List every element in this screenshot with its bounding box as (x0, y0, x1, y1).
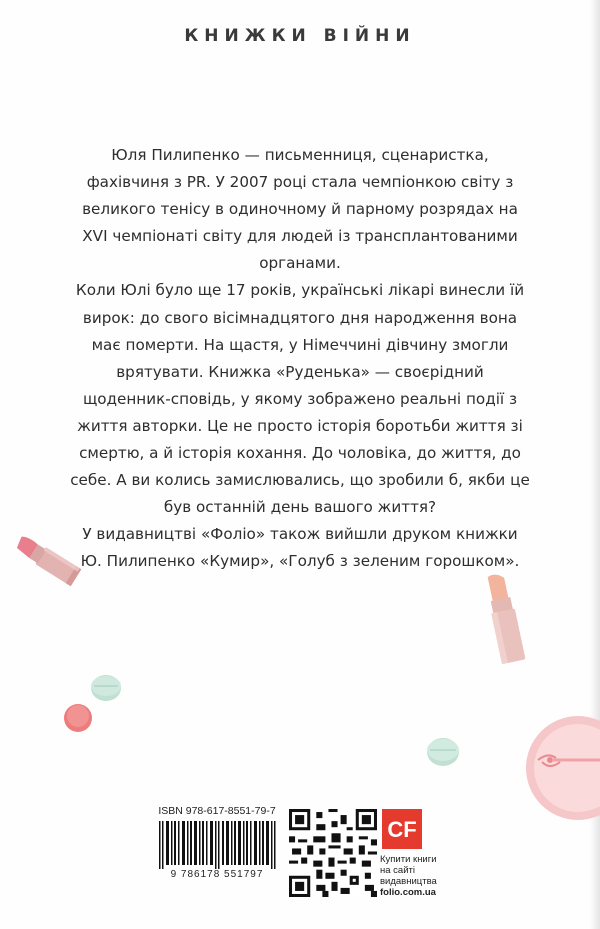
buy-line-1: Купити книги (380, 854, 437, 865)
series-title: КНИЖКИ ВІЙНИ (184, 26, 416, 46)
blurb-paragraph-story: Коли Юлі було ще 17 років, українські лікарі винесли їй вирок: до свого вісімнадцятого дня народження вона має померти. На щастя, у Німеччині дівчину змогли врятувати. Книжка «Руденька» — своєрідний щоденник-сповідь, у якому зображено реальні події з життя авторки. Це не просто історія боротьби життя зі смертю, а й історія кохання. До чоловіка, до життя, до себе. А ви колись замислювались, що зробили б, якби це був останній день вашого життя? (70, 281, 530, 517)
publisher-buy-note (380, 854, 460, 898)
barcode-icon (157, 821, 277, 869)
ean-number: 9 786178 551797 (170, 869, 264, 880)
isbn-barcode-block (151, 805, 283, 883)
lipstick-icon (483, 570, 533, 670)
pill-icon (58, 664, 138, 744)
publisher-website[interactable]: folio.com.ua (380, 887, 436, 898)
isbn-number: ISBN 978-617-8551-79-7 (158, 805, 276, 817)
qr-code-icon (289, 809, 377, 897)
blurb-paragraph-other-books: У видавництві «Фоліо» також вийшли друком книжки Ю. Пилипенко «Кумир», «Голуб з зеленим горошком». (80, 525, 520, 571)
publisher-logo-letters: CF (387, 817, 417, 842)
buy-line-3: видавництва (380, 876, 437, 887)
gift-box-icon (508, 700, 600, 820)
publisher-logo-icon (382, 809, 422, 849)
pill-icon (424, 734, 462, 770)
blurb-paragraph-author: Юля Пилипенко — письменниця, сценаристка, фахівчиня з PR. У 2007 році стала чемпіонкою світу з великого тенісу в одиночному й парному розрядах на XVI чемпіонаті світу для людей із трансплантованими органами. (82, 146, 518, 273)
lipstick-icon (8, 532, 100, 596)
blurb-text (70, 142, 530, 576)
buy-line-2: на сайті (380, 865, 415, 876)
